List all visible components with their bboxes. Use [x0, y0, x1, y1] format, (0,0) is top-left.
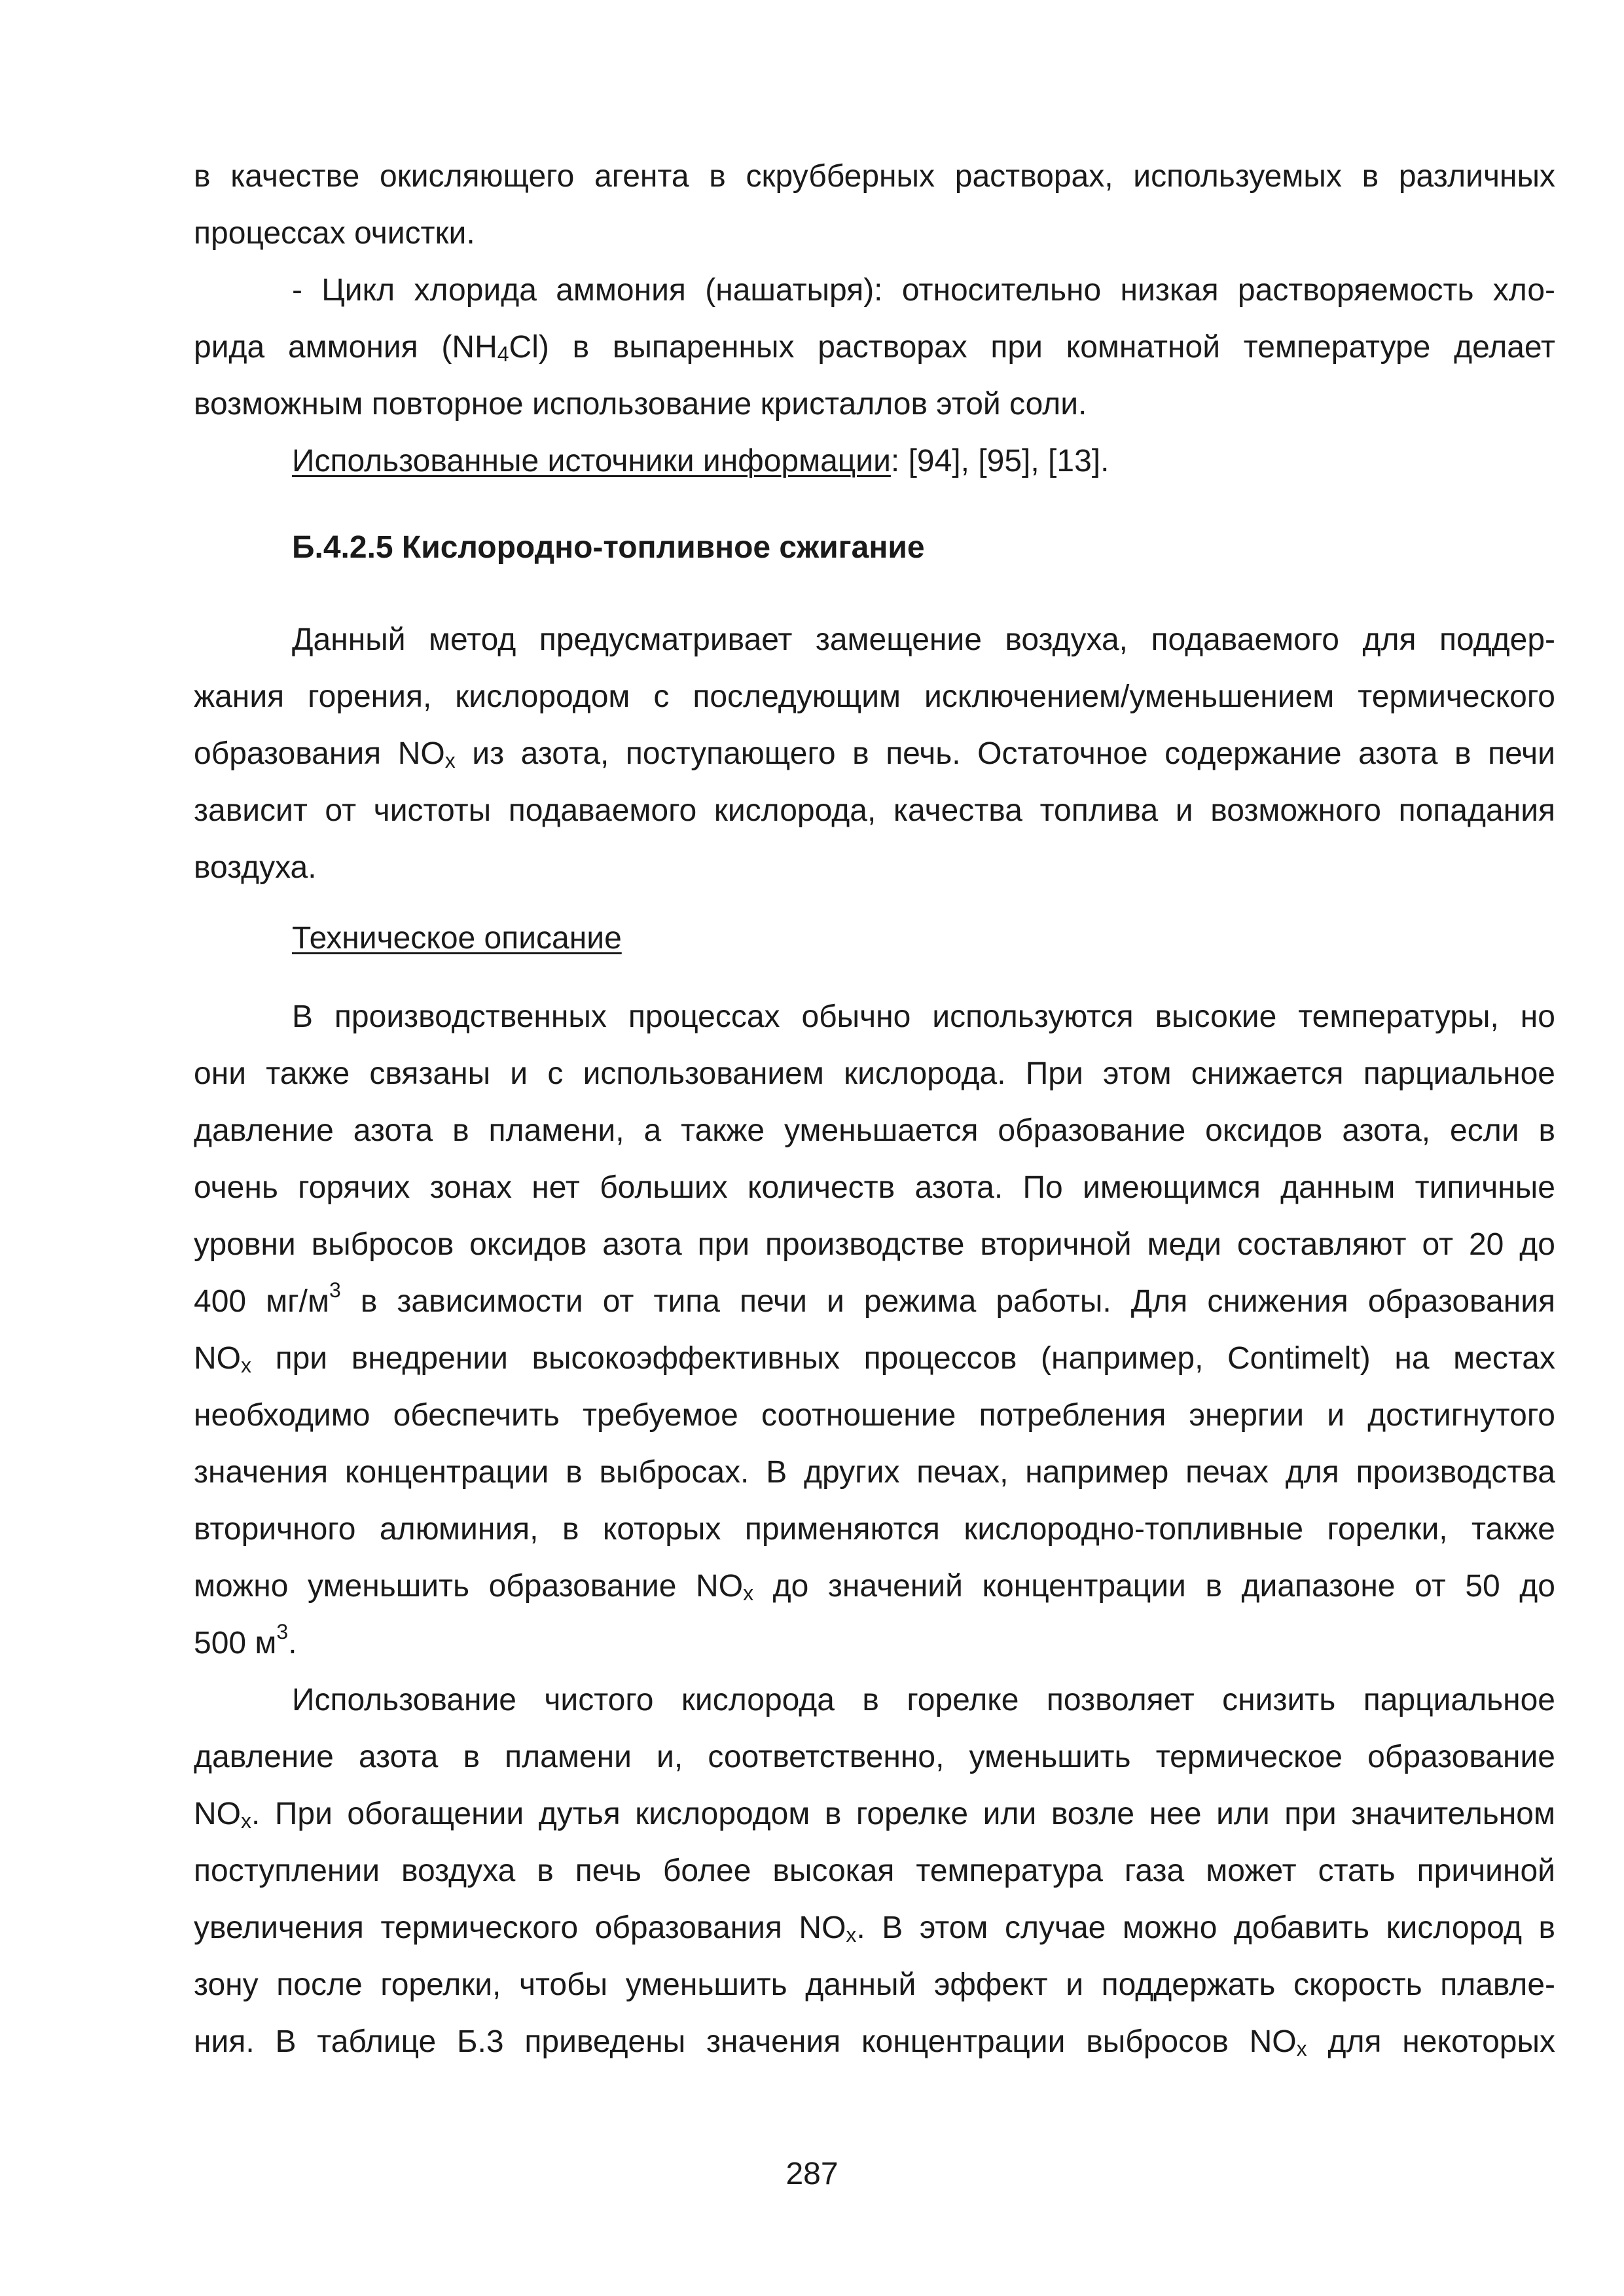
sources-line — [194, 433, 1555, 490]
paragraph-production-processes — [194, 988, 1555, 1672]
text-line: можно уменьшить образование $NO_x$ до значений концентрации в диапазоне от 50 до — [194, 1569, 1555, 1605]
text-line: значения концентрации в выбросах. В других печах, например печах для производства — [194, 1455, 1555, 1490]
text-line: зависит от чистоты подаваемого кислорода, качества топлива и возможного попадания — [194, 793, 1555, 828]
text-line: давление азота в пламени, а также уменьшается образование оксидов азота, если в — [194, 1113, 1555, 1148]
text-line: Данный метод предусматривает замещение воздуха, подаваемого для поддер- — [292, 622, 1555, 657]
section-title: Б.4.2.5 Кислородно-топливное сжигание — [292, 530, 925, 565]
text-line: рида аммония $(NH_4Cl)$ в выпаренных растворах при комнатной температуре делает — [194, 330, 1555, 366]
text-line: увеличения термического образования $NO_x$. В этом случае можно добавить кислород в — [194, 1910, 1555, 1946]
text-line: Использование чистого кислорода в горелке позволяет снизить парциальное — [292, 1683, 1555, 1717]
paragraph-ammonium-chloride-cycle — [194, 262, 1555, 433]
text-line: очень горячих зонах нет больших количеств азота. По имеющимся данным типичные — [194, 1170, 1555, 1205]
text-line: уровни выбросов оксидов азота при производстве вторичной меди составляют от 20 до — [194, 1227, 1555, 1262]
text-line: вторичного алюминия, в которых применяются кислородно-топливные горелки, также — [194, 1512, 1555, 1547]
text-line: - Цикл хлорида аммония (нашатыря): относительно низкая растворяемость хло- — [292, 273, 1555, 308]
text-line: необходимо обеспечить требуемое соотношение потребления энергии и достигнутого — [194, 1398, 1555, 1433]
text-line: поступлении воздуха в печь более высокая температура газа может стать причиной — [194, 1854, 1555, 1888]
text-line: давление азота в пламени и, соответственно, уменьшить термическое образование — [194, 1740, 1555, 1774]
paragraph-pure-oxygen — [194, 1672, 1555, 2070]
subsection-label — [194, 910, 1555, 967]
text-line: $NO_x$ при внедрении высокоэффективных процессов (например, Contimelt) на местах — [194, 1341, 1555, 1377]
text-line: образования $NO_x$ из азота, поступающего в печь. Остаточное содержание азота в печи — [194, 736, 1555, 772]
sources-references: : [94], [95], [13]. — [890, 444, 1110, 478]
page-number: 287 — [785, 2157, 839, 2191]
text-line: $NO_x$. При обогащении дутья кислородом в горелке или возле нее или при значительном — [194, 1797, 1555, 1833]
text-line: зону после горелки, чтобы уменьшить данный эффект и поддержать скорость плавле- — [194, 1967, 1555, 2002]
text-line: они также связаны и с использованием кислорода. При этом снижается парциальное — [194, 1056, 1555, 1091]
paragraph-method-description — [194, 611, 1555, 896]
text-line: 500 $м^3$. — [194, 1620, 297, 1660]
text-line: воздуха. — [194, 850, 317, 885]
text-line: в качестве окисляющего агента в скрубберных растворах, используемых в различных — [194, 159, 1555, 194]
paragraph-scrubber-continuation — [194, 148, 1555, 262]
sources-label: Использованные источники информации — [292, 444, 891, 478]
section-heading — [194, 519, 1555, 576]
text-line: жания горения, кислородом с последующим исключением/уменьшением термического — [194, 679, 1555, 714]
text-line: ния. В таблице Б.3 приведены значения концентрации выбросов $NO_x$ для некоторых — [194, 2024, 1555, 2060]
text-line: процессах очистки. — [194, 216, 475, 251]
text-line: 400 $мг/м^3$ в зависимости от типа печи и режима работы. Для снижения образования — [194, 1278, 1556, 1319]
technical-description-label: Техническое описание — [292, 921, 622, 956]
text-line: возможным повторное использование кристаллов этой соли. — [194, 387, 1087, 422]
text-line: В производственных процессах обычно используются высокие температуры, но — [292, 999, 1555, 1034]
